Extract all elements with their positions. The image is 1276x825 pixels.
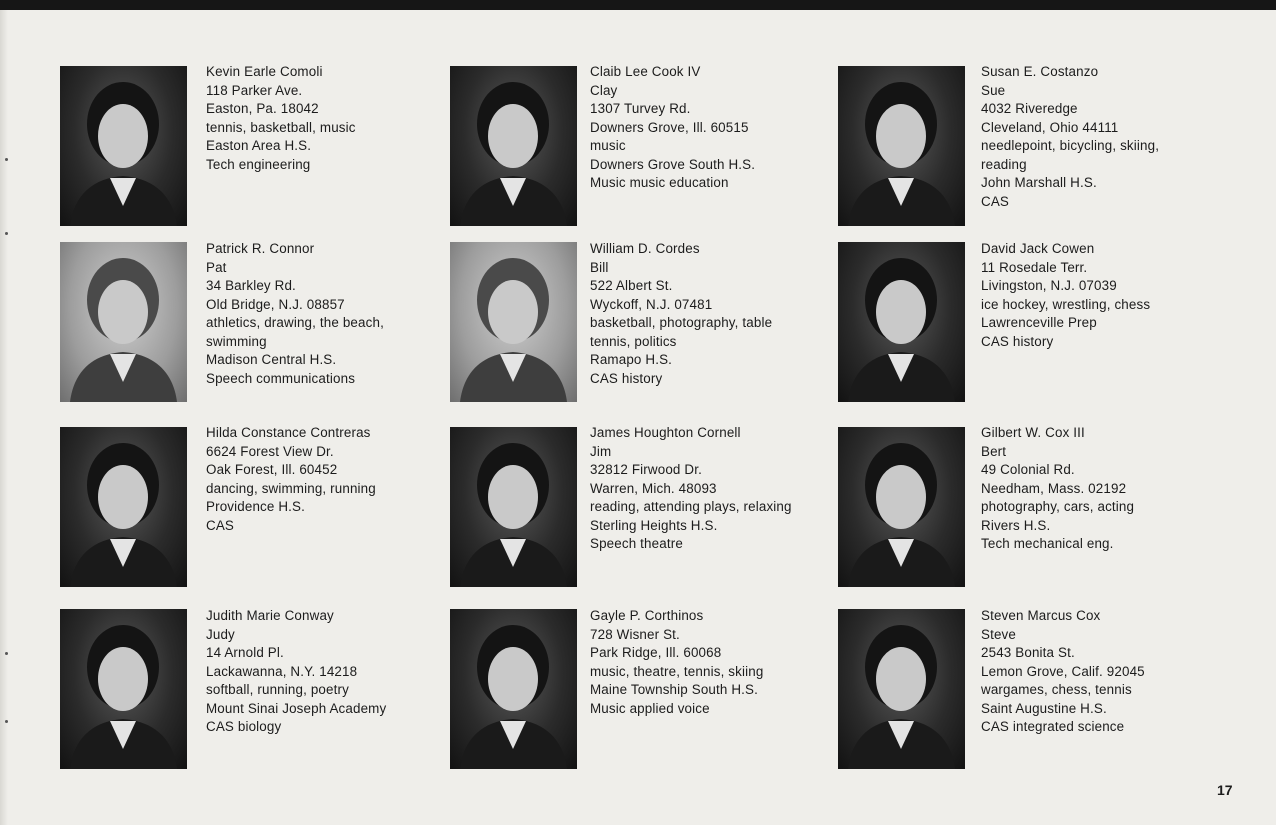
portrait-silhouette [838,242,965,402]
portrait-silhouette [838,609,965,769]
student-detail-line: Mount Sinai Joseph Academy [206,700,387,716]
student-detail-line: music [590,138,626,153]
student-detail-line: dancing, swimming, running [206,480,376,496]
student-detail-line: 32812 Firwood Dr. [590,462,702,477]
student-detail-line: Oak Forest, Ill. 60452 [206,462,338,477]
student-detail-line: Rivers H.S. [981,517,1051,533]
portrait-silhouette [838,66,965,226]
student-detail-line: Easton Area H.S. [206,138,312,153]
scan-top-border [0,0,1276,10]
student-detail-line: Clay [590,82,618,98]
portrait-silhouette [60,609,187,769]
student-photo [838,242,965,402]
student-detail-line: athletics, drawing, the beach, [206,315,384,330]
student-photo [60,609,187,769]
student-photo [838,427,965,587]
student-detail-line: Warren, Mich. 48093 [590,480,717,496]
portrait-silhouette [450,427,577,587]
student-detail-line: Needham, Mass. 02192 [981,480,1127,496]
student-name: Susan E. Costanzo [981,64,1099,79]
student-detail-line: Sterling Heights H.S. [590,517,718,533]
student-photo [838,609,965,769]
student-detail-line: Speech theatre [590,536,683,551]
student-detail-line: CAS history [981,333,1054,349]
student-detail-line: Park Ridge, Ill. 60068 [590,645,722,660]
portrait-silhouette [60,427,187,587]
margin-mark [5,720,8,723]
portrait-silhouette [60,66,187,226]
student-name: Judith Marie Conway [206,608,334,623]
student-info [981,607,1145,737]
student-detail-line: Sue [981,82,1006,98]
student-detail-line: needlepoint, bicycling, skiing, [981,138,1160,153]
student-detail-line: Old Bridge, N.J. 08857 [206,296,345,312]
student-detail-line: John Marshall H.S. [981,175,1097,190]
student-detail-line: Judy [206,626,235,642]
student-detail-line: CAS [981,193,1009,209]
student-detail-line: Lackawanna, N.Y. 14218 [206,663,358,679]
page-number: 17 [1217,782,1233,798]
student-detail-line: Wyckoff, N.J. 07481 [590,296,713,312]
student-detail-line: Tech engineering [206,156,311,172]
student-info [981,240,1150,351]
student-name: Hilda Constance Contreras [206,425,371,440]
student-detail-line: 4032 Riveredge [981,101,1078,116]
student-detail-line: 11 Rosedale Terr. [981,259,1088,275]
student-detail-line: wargames, chess, tennis [981,682,1132,697]
student-detail-line: 34 Barkley Rd. [206,278,296,293]
student-photo [60,427,187,587]
student-detail-line: Jim [590,443,612,459]
student-detail-line: swimming [206,333,267,349]
margin-mark [5,158,8,161]
student-photo [60,66,187,226]
student-detail-line: 728 Wisner St. [590,626,680,642]
student-detail-line: Tech mechanical eng. [981,536,1114,551]
student-detail-line: photography, cars, acting [981,499,1135,514]
student-detail-line: 522 Albert St. [590,278,673,293]
student-photo [450,427,577,587]
student-detail-line: Maine Township South H.S. [590,682,758,697]
student-detail-line: Livingston, N.J. 07039 [981,278,1117,293]
student-detail-line: ice hockey, wrestling, chess [981,296,1151,312]
student-detail-line: tennis, basketball, music [206,119,356,135]
student-info [981,63,1159,211]
student-photo [838,66,965,226]
portrait-silhouette [450,66,577,226]
student-detail-line: Lemon Grove, Calif. 92045 [981,663,1145,679]
student-detail-line: CAS [206,517,234,533]
portrait-silhouette [450,242,577,402]
student-photo [60,242,187,402]
student-name: Patrick R. Connor [206,241,315,256]
student-detail-line: 118 Parker Ave. [206,82,303,98]
page-binding-edge [0,10,8,825]
student-detail-line: 1307 Turvey Rd. [590,101,691,116]
student-detail-line: Saint Augustine H.S. [981,700,1107,716]
student-detail-line: Lawrenceville Prep [981,315,1097,330]
student-name: Steven Marcus Cox [981,608,1101,623]
student-detail-line: Providence H.S. [206,499,306,514]
student-detail-line: CAS integrated science [981,719,1125,734]
student-photo [450,66,577,226]
margin-mark [5,652,8,655]
student-detail-line: Pat [206,259,227,275]
student-detail-line: Easton, Pa. 18042 [206,101,319,116]
student-detail-line: music, theatre, tennis, skiing [590,663,764,679]
student-detail-line: Speech communications [206,370,356,386]
student-detail-line: Steve [981,626,1016,642]
student-info [206,424,376,535]
student-detail-line: Downers Grove South H.S. [590,156,756,172]
student-name: James Houghton Cornell [590,425,741,440]
student-info [590,424,792,554]
student-photo [450,242,577,402]
student-detail-line: Downers Grove, Ill. 60515 [590,119,749,135]
student-detail-line: CAS biology [206,719,282,734]
student-detail-line: reading, attending plays, relaxing [590,499,792,514]
student-name: Gayle P. Corthinos [590,608,704,623]
portrait-silhouette [450,609,577,769]
student-info [206,607,386,737]
student-detail-line: Ramapo H.S. [590,352,673,367]
student-detail-line: 49 Colonial Rd. [981,462,1075,477]
student-info [981,424,1134,554]
student-name: Claib Lee Cook IV [590,64,701,79]
student-name: David Jack Cowen [981,241,1095,256]
portrait-silhouette [60,242,187,402]
student-detail-line: Cleveland, Ohio 44111 [981,119,1119,135]
student-detail-line: tennis, politics [590,333,677,349]
student-name: Kevin Earle Comoli [206,64,323,79]
student-detail-line: Madison Central H.S. [206,352,337,367]
student-detail-line: reading [981,156,1027,172]
student-detail-line: Music music education [590,175,729,190]
student-info [590,63,755,193]
student-detail-line: CAS history [590,370,663,386]
margin-mark [5,232,8,235]
student-detail-line: 6624 Forest View Dr. [206,443,334,459]
student-detail-line: Bert [981,443,1007,459]
portrait-silhouette [838,427,965,587]
student-detail-line: Music applied voice [590,700,710,716]
student-info [590,607,763,718]
student-detail-line: 2543 Bonita St. [981,645,1075,660]
student-info [206,240,384,388]
student-photo [450,609,577,769]
student-detail-line: basketball, photography, table [590,315,773,330]
student-detail-line: Bill [590,259,609,275]
student-detail-line: softball, running, poetry [206,682,349,697]
student-info [590,240,772,388]
student-name: William D. Cordes [590,241,700,256]
student-info [206,63,356,174]
student-detail-line: 14 Arnold Pl. [206,645,284,660]
student-name: Gilbert W. Cox III [981,425,1085,440]
